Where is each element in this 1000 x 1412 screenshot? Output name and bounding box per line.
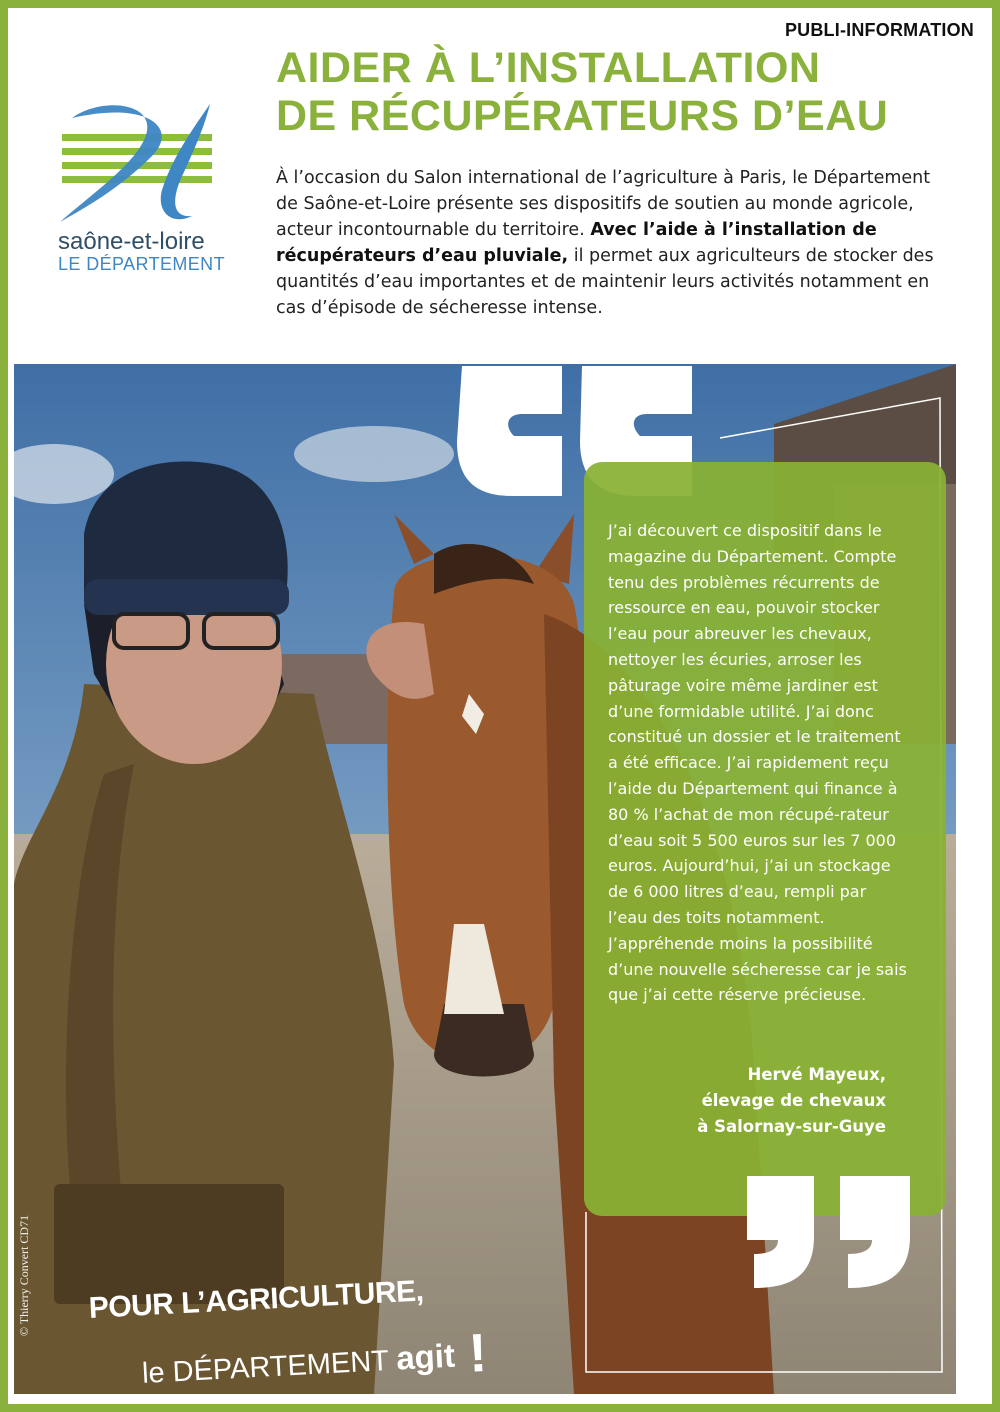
slogan-agit: agit [395, 1336, 456, 1377]
logo-subtitle: LE DÉPARTEMENT [58, 254, 225, 274]
photo-credit: © Thierry Convert CD71 [17, 1214, 32, 1337]
testimonial-quote: J’ai découvert ce dispositif dans le magazine du Département. Compte tenu des problèmes récurrents de ressource en eau, pouvoir stocker l’eau pour abreuver les chevaux, nettoyer les écuries, arroser les pâturage voire même jardiner est d’une formidable utilité. J’ai donc constitué un dossier et le traitement a été efficace. J’ai rapidement reçu l’aide du Département qui finance à 80 % l’achat de mon récupé-rateur d’eau soit 5 500 euros sur les 7 000 euros. Aujourd’hui, j’ai un stockage de 6 000 litres d’eau, rempli par l’eau des toits notamment. J’appréhende moins la possibilité d’une nouvelle sécheresse car je sais que j’ai cette réserve précieuse. [608, 521, 907, 1005]
slogan-prefix: le DÉPARTEMENT [141, 1345, 390, 1390]
intro-text-2: il permet aux agriculteurs de stocker des quantités d’eau importantes et de maintenir leurs activités notamment en cas d’épisode de sécheresse intense. [276, 246, 934, 318]
author-place: à Salornay-sur-Guye [697, 1117, 886, 1136]
title-line-1: AIDER À L’INSTALLATION [276, 44, 821, 92]
intro-text: À l’occasion du Salon international de l’agriculture à Paris, le Département de Saône-et-Loire présente ses dispositifs de soutien au monde agricole, acteur incontournable du territoire. [276, 168, 931, 240]
slogan-exclamation: ! [467, 1322, 489, 1384]
author-name: Hervé Mayeux, [747, 1065, 886, 1084]
title-line-2: DE RÉCUPÉRATEURS D’EAU [276, 92, 889, 140]
slogan-line-1: POUR L’AGRICULTURE, [88, 1274, 425, 1325]
close-quote-icon [742, 1176, 920, 1292]
publi-information-tag: PUBLI-INFORMATION [784, 20, 974, 40]
author-role: élevage de chevaux [701, 1091, 886, 1110]
testimonial-author [600, 1062, 886, 1140]
logo-name: saône-et-loire [58, 228, 205, 255]
intro-bold-text: Avec l’aide à l’installation de récupérateurs d’eau pluviale, [276, 220, 877, 266]
